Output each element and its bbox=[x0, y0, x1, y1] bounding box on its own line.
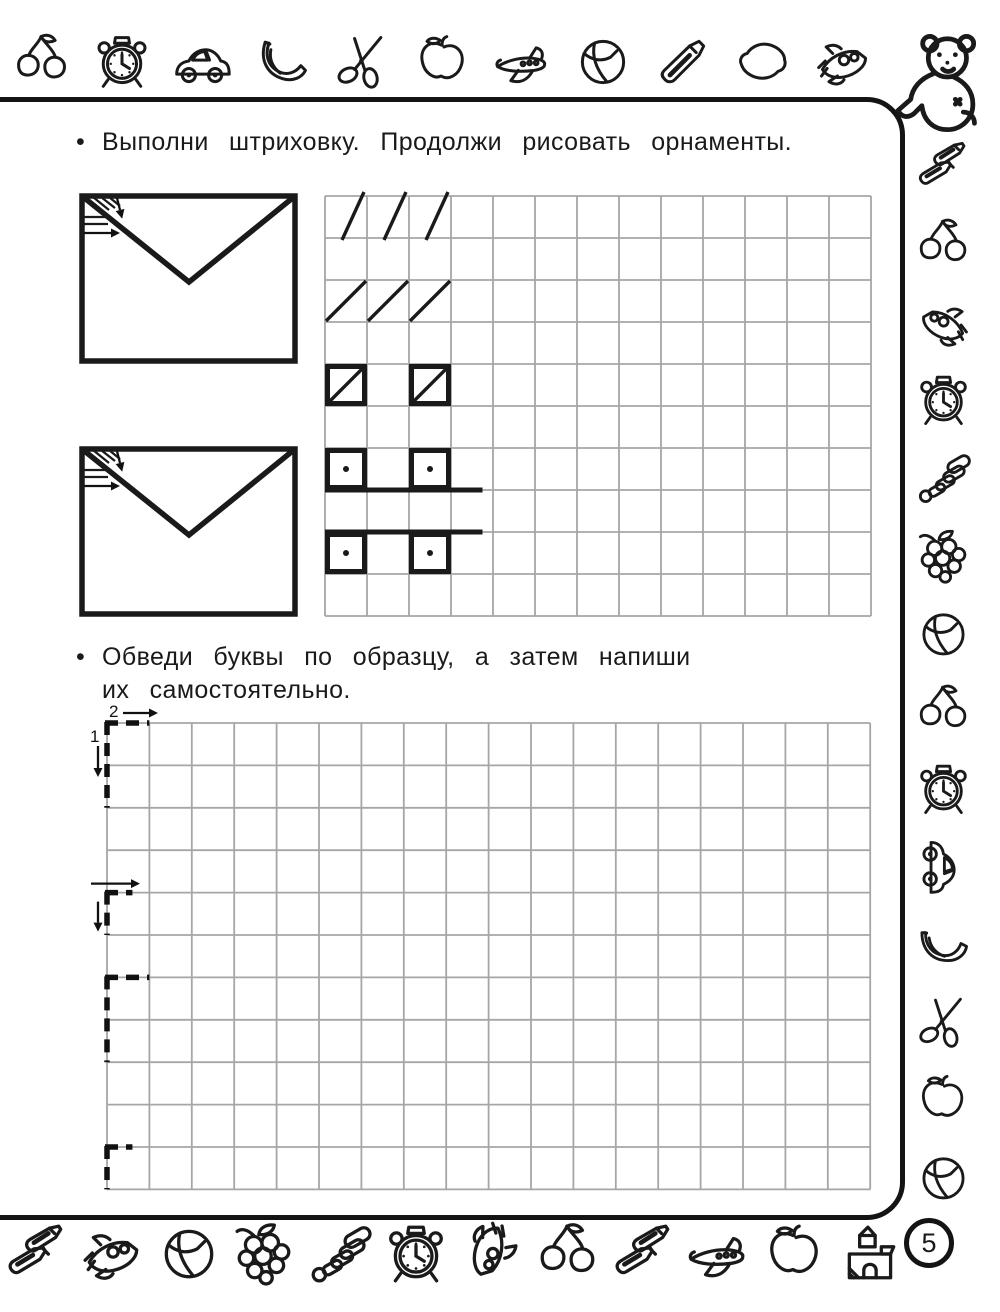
svg-text:2: 2 bbox=[109, 702, 119, 721]
cherries-icon bbox=[535, 1220, 601, 1286]
banana-icon bbox=[915, 916, 972, 973]
banana-icon bbox=[253, 31, 313, 91]
alarm-clock-icon bbox=[915, 371, 972, 428]
rocket-icon bbox=[80, 1220, 146, 1286]
cherries-icon bbox=[12, 31, 72, 91]
top-icon-border bbox=[12, 28, 874, 94]
rocket-icon bbox=[814, 31, 874, 91]
alarm-clock-icon bbox=[92, 31, 152, 91]
rocket-icon bbox=[459, 1220, 525, 1286]
ball-icon bbox=[156, 1220, 222, 1286]
ball-icon bbox=[573, 31, 633, 91]
right-icon-border bbox=[903, 138, 983, 1206]
task-hatching-instruction bbox=[76, 126, 856, 159]
crayons-icon bbox=[4, 1220, 70, 1286]
task-text: Обведи буквы по образцу, а затем напиши их самостоятельно. bbox=[102, 643, 691, 704]
cherries-icon bbox=[915, 216, 972, 273]
airplane-icon bbox=[493, 31, 553, 91]
bullet: • bbox=[76, 128, 86, 156]
bottom-icon-border bbox=[4, 1220, 904, 1302]
teddy-bear-icon bbox=[890, 30, 992, 140]
grapes-icon bbox=[231, 1220, 297, 1286]
caterpillar-icon bbox=[915, 449, 972, 506]
ornament-practice-grid bbox=[320, 186, 880, 626]
airplane-icon bbox=[686, 1220, 752, 1286]
alarm-clock-icon bbox=[383, 1220, 449, 1286]
page-number-badge bbox=[904, 1218, 954, 1268]
alarm-clock-icon bbox=[915, 760, 972, 817]
svg-text:1: 1 bbox=[90, 727, 100, 746]
scissors-icon bbox=[333, 31, 393, 91]
rocket-icon bbox=[915, 294, 972, 351]
apple-icon bbox=[413, 31, 473, 91]
page-number: 5 bbox=[921, 1227, 937, 1258]
cherries-icon bbox=[915, 682, 972, 739]
lemon-icon bbox=[734, 31, 794, 91]
apple-icon bbox=[762, 1220, 828, 1286]
crayons-icon bbox=[915, 138, 972, 195]
envelope-figure-1 bbox=[79, 192, 301, 366]
caterpillar-icon bbox=[307, 1220, 373, 1286]
car-icon bbox=[915, 838, 972, 895]
scissors-icon bbox=[915, 993, 972, 1050]
toy-castle-icon bbox=[838, 1220, 904, 1286]
car-icon bbox=[172, 31, 232, 91]
ball-icon bbox=[915, 605, 972, 662]
apple-icon bbox=[915, 1071, 972, 1128]
envelope-figure-2 bbox=[79, 445, 301, 619]
task-text: Выполни штриховку. Продолжи рисовать орнаменты. bbox=[102, 128, 793, 156]
grapes-icon bbox=[915, 527, 972, 584]
crayons-icon bbox=[611, 1220, 677, 1286]
bullet: • bbox=[76, 643, 86, 671]
crayon-icon bbox=[654, 31, 714, 91]
letter-tracing-grid bbox=[83, 693, 883, 1198]
ball-icon bbox=[915, 1149, 972, 1206]
